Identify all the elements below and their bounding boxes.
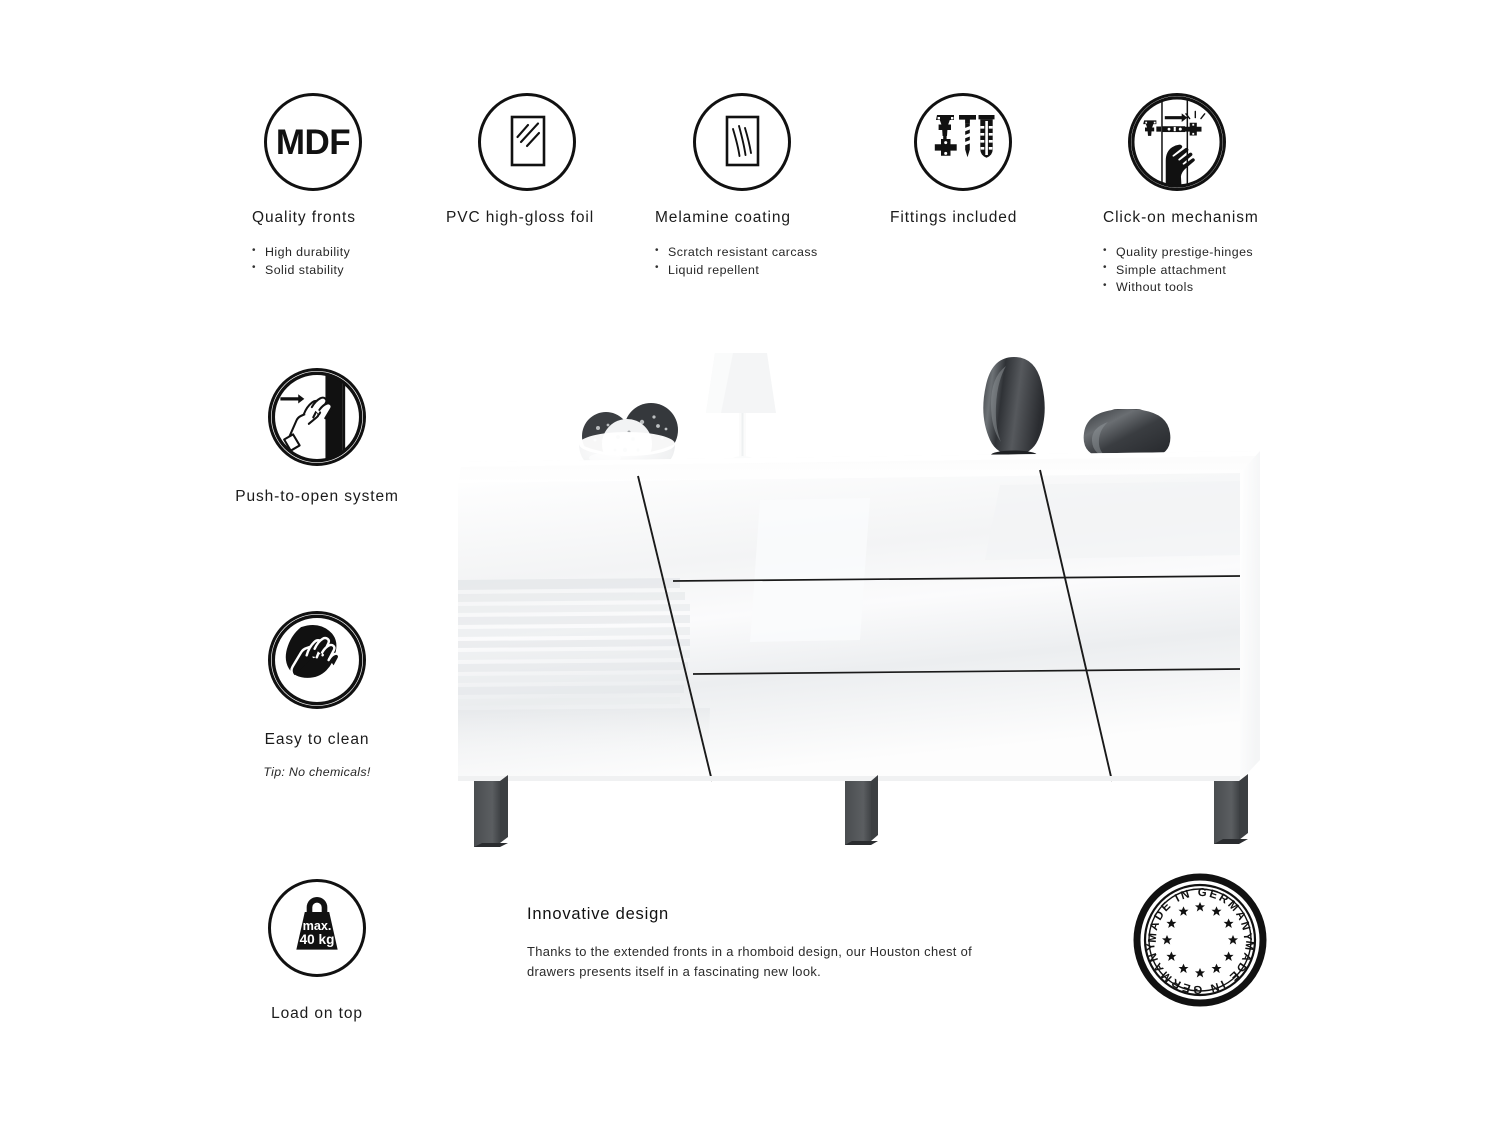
feature-title: Fittings included xyxy=(890,209,1018,226)
feature-easy-to-clean xyxy=(222,611,412,779)
feature-title: Push-to-open system xyxy=(235,488,399,505)
made-in-germany-stamp xyxy=(1133,873,1267,1007)
feature-bullets xyxy=(655,244,818,279)
stamp-text-bottom: MADE IN GERMANY xyxy=(1144,939,1256,996)
bullet-item: • Without tools xyxy=(1103,279,1259,297)
fittings-icon xyxy=(914,93,1012,191)
click-on-hinge-icon xyxy=(1128,93,1226,191)
feature-melamine-coating xyxy=(655,93,818,295)
bullet-item: • High durability xyxy=(252,244,362,262)
bullet-item: • Solid stability xyxy=(252,262,362,280)
push-to-open-hand-icon xyxy=(268,368,366,466)
feature-quality-fronts xyxy=(252,93,362,295)
stamp-star-ring xyxy=(1162,902,1238,978)
gloss-panel-icon xyxy=(478,93,576,191)
bullet-item: • Simple attachment xyxy=(1103,262,1259,280)
feature-pvc-high-gloss-foil xyxy=(446,93,594,227)
mdf-badge-icon xyxy=(264,93,362,191)
feature-bullets xyxy=(252,244,362,279)
design-body-text: Thanks to the extended fronts in a rhomboid design, our Houston chest of drawers presents itself in a fascinating new look. xyxy=(527,944,973,979)
sideboard-side-panel xyxy=(1240,451,1260,781)
weight-line-1: max. xyxy=(302,918,332,933)
feature-title: PVC high-gloss foil xyxy=(446,209,595,226)
design-heading: Innovative design xyxy=(527,905,670,923)
product-image-houston-sideboard xyxy=(440,340,1300,850)
bullet-item: • Quality prestige-hinges xyxy=(1103,244,1259,262)
feature-title: Click-on mechanism xyxy=(1103,209,1259,226)
feature-click-on-mechanism xyxy=(1103,93,1259,313)
stamp-text-top: MADE IN GERMANY xyxy=(1146,886,1254,944)
sideboard-leg-right xyxy=(1214,774,1248,844)
feature-push-to-open xyxy=(222,368,412,506)
feature-tip: Tip: No chemicals! xyxy=(263,765,371,779)
feature-title: Quality fronts xyxy=(252,209,356,226)
feature-title: Melamine coating xyxy=(655,209,791,226)
sideboard-leg-center xyxy=(845,775,878,845)
max-load-weight-icon xyxy=(268,879,366,977)
bullet-item: • Liquid repellent xyxy=(655,262,818,280)
feature-title: Easy to clean xyxy=(264,731,370,748)
feature-fittings-included xyxy=(890,93,1017,227)
bullet-item: • Scratch resistant carcass xyxy=(655,244,818,262)
cleaning-hand-cloth-icon xyxy=(268,611,366,709)
sideboard-leg-left xyxy=(474,775,508,847)
feature-title: Load on top xyxy=(271,1005,363,1022)
scratch-panel-icon xyxy=(693,93,791,191)
tall-vase xyxy=(983,357,1044,460)
weight-line-2: 40 kg xyxy=(299,931,335,947)
feature-load-on-top xyxy=(222,879,412,1023)
mdf-label: MDF xyxy=(275,122,351,162)
feature-bullets xyxy=(1103,244,1259,297)
